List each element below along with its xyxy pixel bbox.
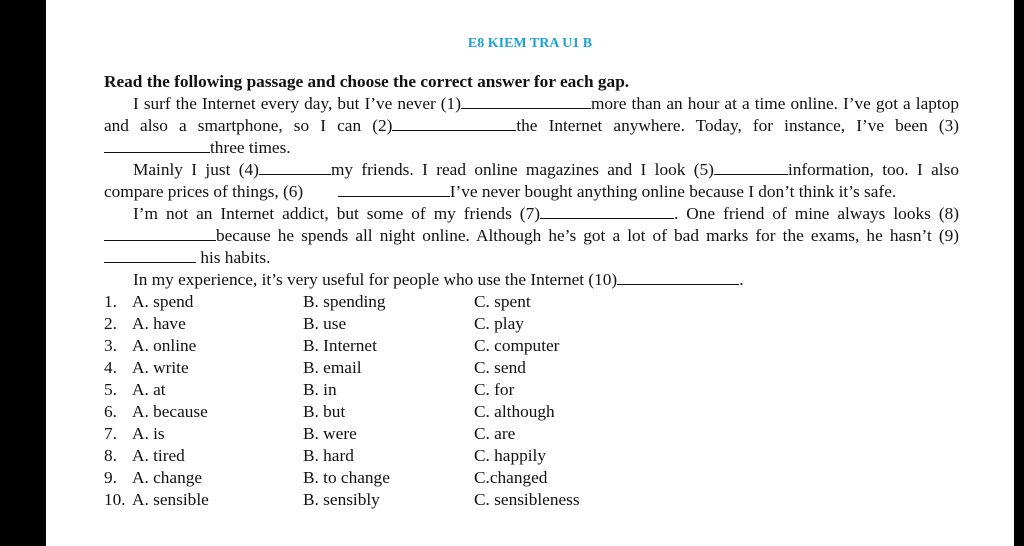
gap-8-blank <box>104 225 216 241</box>
gap-6-blank <box>338 181 450 197</box>
option-row <box>104 291 959 313</box>
passage-text: I’m not an Internet addict, but some of my friends (7) <box>133 204 540 223</box>
option-c: C. spent <box>474 292 531 311</box>
passage-text: because he spends all night online. Although he’s got a lot of bad marks for the exams, he hasn’t (9) <box>216 226 959 245</box>
gap-9-blank <box>104 247 196 263</box>
option-c: C. are <box>474 424 516 443</box>
option-row <box>104 489 959 511</box>
option-c: C. although <box>474 402 555 421</box>
option-c: C. happily <box>474 446 547 465</box>
option-a: A. is <box>132 424 165 443</box>
option-a: A. online <box>132 336 197 355</box>
question-number: 6. <box>104 402 117 421</box>
gap-4-blank <box>259 159 331 175</box>
passage-text: . <box>739 270 744 289</box>
exercise-body <box>104 71 959 511</box>
answer-options <box>104 291 959 511</box>
question-number: 8. <box>104 446 117 465</box>
option-row <box>104 379 959 401</box>
option-row <box>104 357 959 379</box>
instruction-heading: Read the following passage and choose the correct answer for each gap. <box>104 72 630 91</box>
option-c: C. computer <box>474 336 560 355</box>
document-page <box>46 0 1014 546</box>
option-row <box>104 445 959 467</box>
option-a: A. because <box>132 402 208 421</box>
option-b: B. use <box>303 314 347 333</box>
passage-text: three times. <box>210 138 291 157</box>
gap-1-blank <box>461 93 591 109</box>
option-b: B. were <box>303 424 357 443</box>
question-number: 9. <box>104 468 117 487</box>
gap-5-blank <box>714 159 788 175</box>
option-a: A. change <box>132 468 203 487</box>
option-a: A. have <box>132 314 186 333</box>
gap-2-blank <box>392 115 516 131</box>
question-number: 3. <box>104 336 117 355</box>
option-b: B. spending <box>303 292 386 311</box>
option-c: C.changed <box>474 468 548 487</box>
option-b: B. Internet <box>303 336 377 355</box>
question-number: 5. <box>104 380 117 399</box>
gap-3-blank <box>104 137 210 153</box>
option-row <box>104 423 959 445</box>
passage-text: his habits. <box>196 248 271 267</box>
option-b: B. to change <box>303 468 390 487</box>
option-a: A. tired <box>132 446 185 465</box>
option-row <box>104 313 959 335</box>
option-c: C. for <box>474 380 515 399</box>
gap-7-blank <box>540 203 674 219</box>
question-number: 10. <box>104 490 126 509</box>
question-number: 2. <box>104 314 117 333</box>
page-title: E8 KIEM TRA U1 B <box>467 36 593 51</box>
passage-text: I’ve never bought anything online because I don’t think it’s safe. <box>449 182 897 201</box>
passage-text: the Internet anywhere. Today, for instance, I’ve been (3) <box>516 116 959 135</box>
option-row <box>104 467 959 489</box>
option-row <box>104 335 959 357</box>
option-b: B. but <box>303 402 346 421</box>
option-a: A. write <box>132 358 189 377</box>
question-number: 1. <box>104 292 117 311</box>
option-c: C. play <box>474 314 524 333</box>
option-b: B. sensibly <box>303 490 380 509</box>
passage-paragraph-2 <box>104 159 959 203</box>
option-c: C. send <box>474 358 526 377</box>
option-a: A. at <box>132 380 166 399</box>
passage-text: Mainly I just (4) <box>133 160 259 179</box>
passage-text: I surf the Internet every day, but I’ve never (1) <box>133 94 461 113</box>
question-number: 7. <box>104 424 117 443</box>
option-b: B. in <box>303 380 337 399</box>
gap-10-blank <box>617 269 739 285</box>
passage-text: In my experience, it’s very useful for people who use the Internet (10) <box>133 270 618 289</box>
option-b: B. hard <box>303 446 354 465</box>
passage-paragraph-1 <box>104 93 959 159</box>
passage-text: my friends. I read online magazines and I look (5) <box>330 160 714 179</box>
passage-text: information, too. I also compare prices of things, (6) <box>104 160 959 201</box>
option-a: A. sensible <box>132 490 209 509</box>
passage-text: more than an hour at a time online. I’ve got a laptop and also a smartphone, so I can (2) <box>104 94 959 135</box>
option-a: A. spend <box>132 292 194 311</box>
question-number: 4. <box>104 358 117 377</box>
option-c: C. sensibleness <box>474 490 580 509</box>
option-row <box>104 401 959 423</box>
passage-paragraph-4 <box>104 269 959 291</box>
passage-paragraph-3 <box>104 203 959 269</box>
option-b: B. email <box>303 358 362 377</box>
passage-text: . One friend of mine always looks (8) <box>673 204 959 223</box>
